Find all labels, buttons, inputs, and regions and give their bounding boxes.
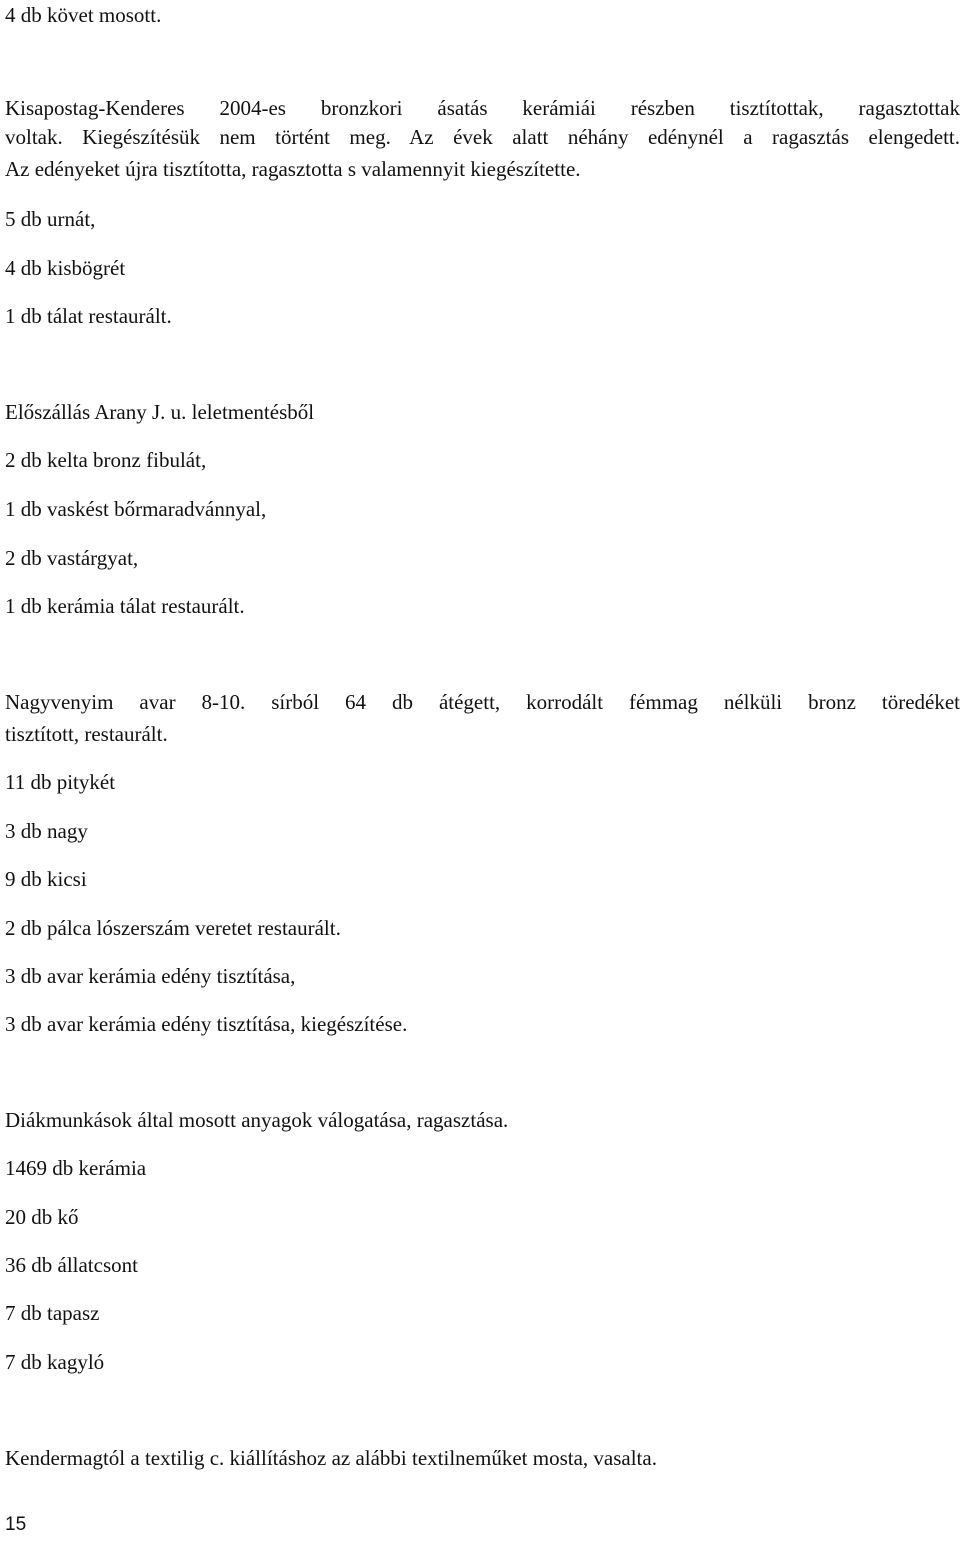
list-item: 7 db tapasz: [5, 1301, 100, 1325]
list-item: 1 db tálat restaurált.: [5, 304, 172, 328]
list-item: 7 db kagyló: [5, 1350, 105, 1374]
list-item: 5 db urnát,: [5, 207, 96, 231]
list-item: 36 db állatcsont: [5, 1253, 138, 1277]
paragraph-line: Kendermagtól a textilig c. kiállításhoz az alábbi textilneműket mosta, vasalta.: [5, 1446, 657, 1470]
intro-line: 4 db követ mosott.: [5, 3, 162, 27]
paragraph-line: Nagyvenyim avar 8-10. sírból 64 db átégett, korrodált fémmag nélküli bronz töredéket: [5, 690, 960, 714]
section-heading: Diákmunkások által mosott anyagok válogatása, ragasztása.: [5, 1108, 509, 1132]
list-item: 2 db pálca lószerszám veretet restaurált.: [5, 916, 341, 940]
list-item: 2 db kelta bronz fibulát,: [5, 448, 207, 472]
paragraph-line: Az edényeket újra tisztította, ragasztotta s valamennyit kiegészítette.: [5, 157, 581, 181]
paragraph-line: tisztított, restaurált.: [5, 722, 168, 746]
section-heading: Előszállás Arany J. u. leletmentésből: [5, 400, 315, 424]
list-item: 2 db vastárgyat,: [5, 546, 139, 570]
list-item: 3 db nagy: [5, 819, 88, 843]
page-number: 15: [5, 1514, 27, 1535]
list-item: 9 db kicsi: [5, 867, 87, 891]
paragraph-line: Kisapostag-Kenderes 2004-es bronzkori ásatás kerámiái részben tisztítottak, ragasztottak: [5, 96, 960, 120]
list-item: 3 db avar kerámia edény tisztítása,: [5, 964, 296, 988]
paragraph-line: voltak. Kiegészítésük nem történt meg. Az évek alatt néhány edénynél a ragasztás elengedett.: [5, 125, 960, 149]
list-item: 11 db pitykét: [5, 770, 116, 794]
list-item: 1469 db kerámia: [5, 1156, 147, 1180]
list-item: 1 db kerámia tálat restaurált.: [5, 594, 245, 618]
list-item: 1 db vaskést bőrmaradvánnyal,: [5, 497, 267, 521]
list-item: 20 db kő: [5, 1205, 79, 1229]
list-item: 3 db avar kerámia edény tisztítása, kiegészítése.: [5, 1012, 408, 1036]
list-item: 4 db kisbögrét: [5, 256, 126, 280]
